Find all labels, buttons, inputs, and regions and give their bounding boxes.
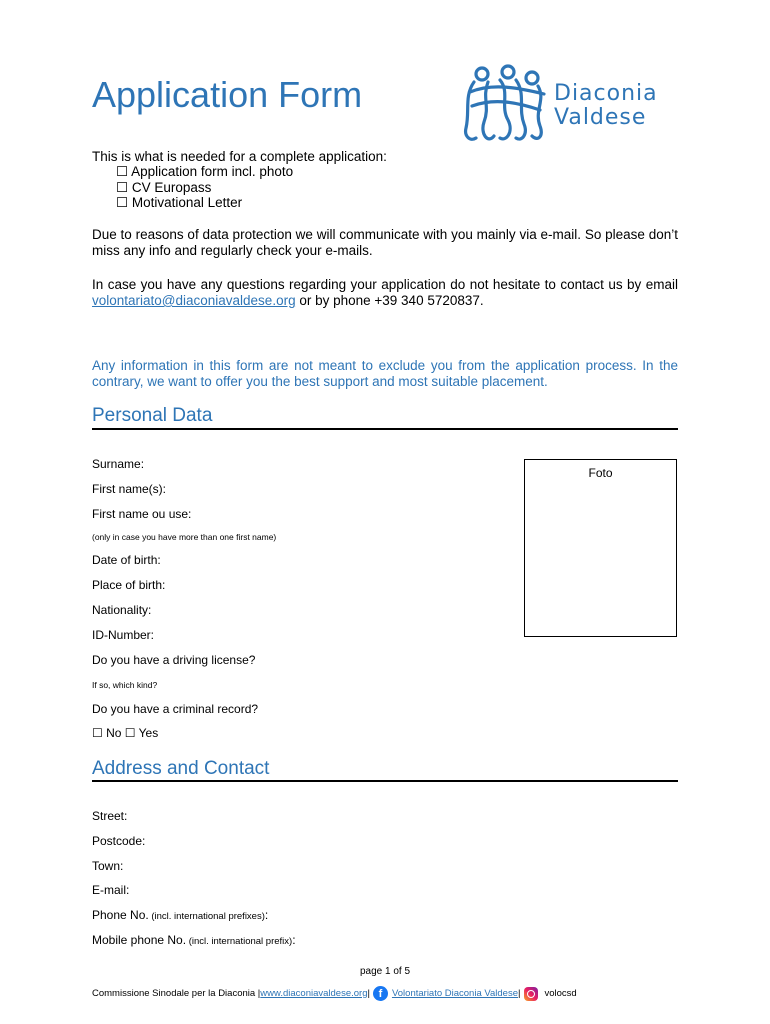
photo-box[interactable]	[524, 459, 677, 637]
field-place-of-birth: Place of birth:	[92, 578, 166, 592]
field-phone	[92, 908, 268, 922]
section-divider	[92, 780, 678, 782]
footer-facebook-link[interactable]: Volontariato Diaconia Valdese	[391, 988, 518, 999]
criminal-record-options[interactable]: ☐ No ☐ Yes	[92, 726, 159, 740]
logo-line1: Diaconia	[554, 81, 658, 106]
diaconia-valdese-logo	[460, 62, 690, 146]
driving-license-note: If so, which kind?	[92, 680, 158, 690]
checklist-item-letter: ☐ Motivational Letter	[116, 195, 243, 210]
checklist-item-photo: ☐ Application form incl. photo	[116, 164, 294, 179]
notice-text: Any information in this form are not meant to exclude you from the application process. In the contrary, we want to offer you the best support and most suitable placement.	[92, 358, 678, 389]
contact-pre: In case you have any questions regarding your application do not hesitate to contact us by email	[92, 277, 678, 292]
logo-line2: Valdese	[554, 105, 647, 130]
section-divider	[92, 428, 678, 430]
first-name-note: (only in case you have more than one first name)	[92, 532, 277, 542]
field-email: E-mail:	[92, 883, 130, 897]
field-id-number: ID-Number:	[92, 628, 155, 642]
checklist-item-cv: ☐ CV Europass	[116, 180, 212, 195]
instagram-icon	[524, 987, 538, 1001]
field-date-of-birth: Date of birth:	[92, 553, 161, 567]
section-address-contact: Address and Contact	[92, 758, 270, 779]
field-driving-license: Do you have a driving license?	[92, 653, 256, 667]
mobile-colon: :	[292, 933, 296, 947]
field-nationality: Nationality:	[92, 603, 152, 617]
field-surname: Surname:	[92, 457, 145, 471]
field-first-names: First name(s):	[92, 482, 167, 496]
contact-post: or by phone +39 340 5720837.	[295, 293, 484, 308]
phone-note: (incl. international prefixes)	[148, 911, 265, 922]
contact-paragraph	[92, 277, 678, 309]
field-town: Town:	[92, 859, 124, 873]
page-number: page 1 of 5	[359, 966, 411, 977]
field-mobile-phone	[92, 933, 296, 947]
contact-email-link[interactable]: volontariato@diaconiavaldese.org	[92, 293, 296, 308]
footer-website-link[interactable]: www.diaconiavaldese.org	[260, 988, 368, 999]
field-postcode: Postcode:	[92, 834, 146, 848]
field-criminal-record: Do you have a criminal record?	[92, 702, 259, 716]
field-street: Street:	[92, 809, 128, 823]
phone-label: Phone No.	[92, 908, 149, 922]
mobile-label: Mobile phone No.	[92, 933, 187, 947]
footer	[92, 986, 577, 1001]
facebook-icon: f	[373, 986, 388, 1001]
intro-lead: This is what is needed for a complete application:	[92, 149, 387, 164]
footer-separator: |	[518, 988, 521, 999]
footer-separator: |	[367, 988, 370, 999]
section-personal-data: Personal Data	[92, 405, 213, 426]
footer-org: Commissione Sinodale per la Diaconia |	[92, 988, 261, 999]
photo-label: Foto	[588, 466, 613, 480]
data-protection-text: Due to reasons of data protection we will communicate with you mainly via e-mail. So please don’t miss any info and regularly check your e-mails.	[92, 227, 678, 258]
phone-colon: :	[264, 908, 269, 922]
field-first-name-use: First name ou use:	[92, 507, 192, 521]
mobile-note: (incl. international prefix)	[186, 936, 293, 947]
page-title: Application Form	[92, 74, 363, 115]
footer-instagram-handle[interactable]: volocsd	[544, 988, 577, 999]
